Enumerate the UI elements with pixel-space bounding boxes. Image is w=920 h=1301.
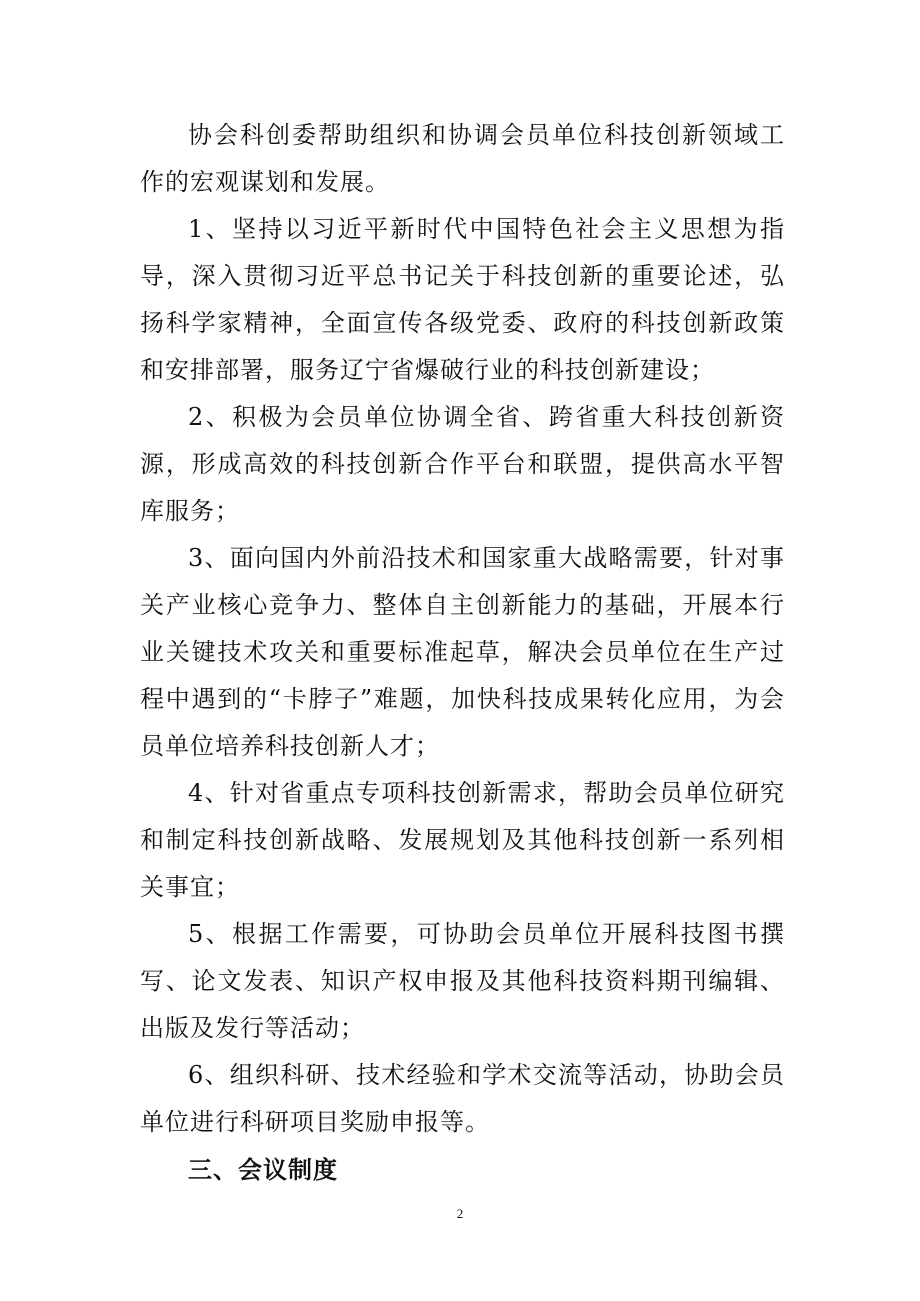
- page-number: 2: [456, 1206, 464, 1221]
- section-heading: 三、会议制度: [188, 1155, 338, 1184]
- item-3-paragraph: 3、面向国内外前沿技术和国家重大战略需要，针对事关产业核心竞争力、整体自主创新能力的基础，开展本行业关键技术攻关和重要标准起草，解决会员单位在生产过程中遇到的“卡脖子”难题，加快科技成果转化应用，为会员单位培养科技创新人才；: [140, 544, 785, 760]
- item-5-paragraph: 5、根据工作需要，可协助会员单位开展科技图书撰写、论文发表、知识产权申报及其他科技资料期刊编辑、出版及发行等活动；: [140, 920, 785, 1042]
- item-4-paragraph: 4、针对省重点专项科技创新需求，帮助会员单位研究和制定科技创新战略、发展规划及其他科技创新一系列相关事宜；: [140, 779, 785, 901]
- item-6-paragraph: 6、组织科研、技术经验和学术交流等活动，协助会员单位进行科研项目奖励申报等。: [140, 1061, 785, 1136]
- document-body: [140, 112, 785, 1193]
- item-1-paragraph: 1、坚持以习近平新时代中国特色社会主义思想为指导，深入贯彻习近平总书记关于科技创新的重要论述，弘扬科学家精神，全面宣传各级党委、政府的科技创新政策和安排部署，服务辽宁省爆破行业的科技创新建设；: [140, 215, 785, 384]
- intro-paragraph: 协会科创委帮助组织和协调会员单位科技创新领域工作的宏观谋划和发展。: [140, 121, 785, 196]
- item-2-paragraph: 2、积极为会员单位协调全省、跨省重大科技创新资源，形成高效的科技创新合作平台和联盟，提供高水平智库服务；: [140, 403, 785, 525]
